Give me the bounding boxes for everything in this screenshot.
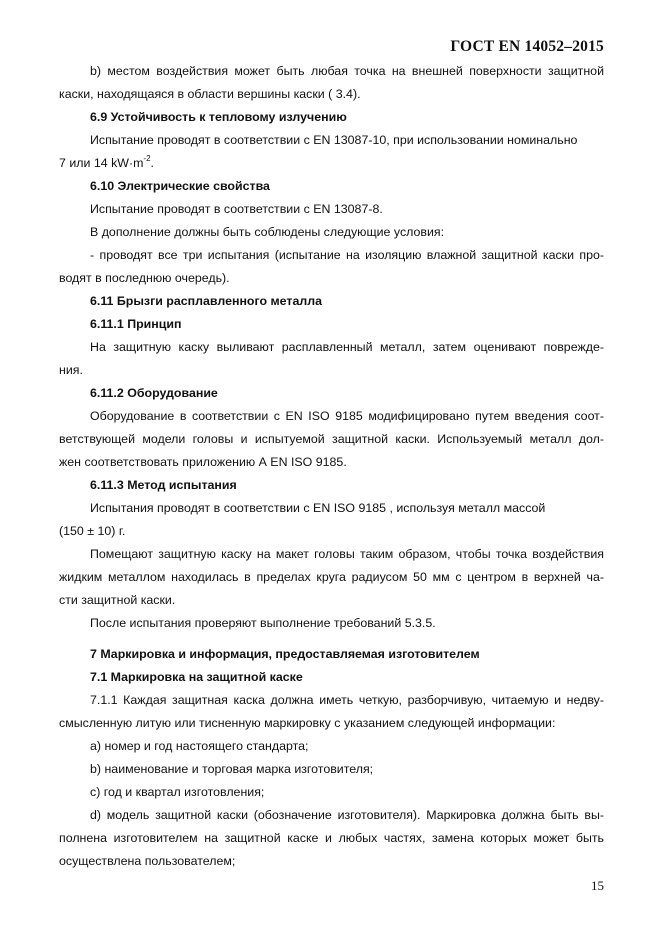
text-line: В дополнение должны быть соблюдены следующие условия: [90, 225, 445, 239]
text-line: смысленную литую или тисненную маркировку с указанием следующей информации: [59, 716, 556, 730]
text-line: (150 ± 10) г. [59, 524, 126, 538]
text-line [59, 155, 604, 171]
text-line: осуществлена пользователем; [59, 854, 236, 868]
text-line: b) местом воздействия может быть любая точка на внешней поверхности защитной [90, 64, 604, 78]
text-line: сти защитной каски. [59, 593, 176, 607]
text-segment: 7 или 14 kW·m [59, 156, 144, 170]
section-heading-6-9: 6.9 Устойчивость к тепловому излучению [90, 110, 347, 124]
text-line: Испытание проводят в соответствии с EN 13087-10, при использовании номинально [90, 133, 578, 147]
section-heading-7-1: 7.1 Маркировка на защитной каске [90, 670, 303, 684]
section-heading-6-10: 6.10 Электрические свойства [90, 179, 270, 193]
text-line: Испытание проводят в соответствии с EN 13087-8. [90, 202, 383, 216]
text-line: водят в последнюю очередь). [59, 271, 230, 285]
list-item: а) номер и год настоящего стандарта; [90, 739, 309, 753]
section-heading-6-11-3: 6.11.3 Метод испытания [90, 478, 237, 492]
list-item: d) модель защитной каски (обозначение изготовителя). Маркировка должна быть вы- [90, 808, 604, 822]
text-line: жидким металлом находилась в пределах круга радиусом 50 мм с центром в верхней ча- [59, 570, 604, 584]
section-heading-6-11-1: 6.11.1 Принцип [90, 317, 182, 331]
text-line: Помещают защитную каску на макет головы таким образом, чтобы точка воздействия [90, 547, 604, 561]
text-line: жен соответствовать приложению А EN ISO 9185. [59, 455, 347, 469]
text-line: Испытания проводят в соответствии с EN ISO 9185 , используя металл массой [90, 501, 546, 515]
text-line: ния. [59, 363, 83, 377]
standard-header: ГОСТ EN 14052–2015 [450, 38, 604, 55]
page-number: 15 [591, 878, 604, 893]
text-line: полнена изготовителем на защитной каске и любых частях, замена которых может быть [59, 831, 604, 845]
text-line: - проводят все три испытания (испытание на изоляцию влажной защитной каски про- [90, 248, 604, 262]
text-line: ветствующей модели головы и испытуемой защитной каски. Используемый металл дол- [59, 432, 604, 446]
text-segment: . [150, 156, 154, 170]
text-line: каски, находящаяся в области вершины каски ( 3.4). [59, 87, 361, 101]
text-line: Оборудование в соответствии с EN ISO 9185 модифицировано путем введения соот- [90, 409, 604, 423]
superscript: -2 [143, 154, 151, 163]
section-heading-6-11-2: 6.11.2 Оборудование [90, 386, 218, 400]
list-item: c) год и квартал изготовления; [90, 785, 265, 799]
section-heading-6-11: 6.11 Брызги расплавленного металла [90, 294, 322, 308]
text-line: 7.1.1 Каждая защитная каска должна иметь четкую, разборчивую, читаемую и недву- [90, 693, 604, 707]
section-heading-7: 7 Маркировка и информация, предоставляемая изготовителем [90, 647, 480, 661]
list-item: b) наименование и торговая марка изготовителя; [90, 762, 374, 776]
text-line: После испытания проверяют выполнение требований 5.3.5. [90, 616, 436, 630]
text-line: На защитную каску выливают расплавленный металл, затем оценивают поврежде- [90, 340, 604, 354]
